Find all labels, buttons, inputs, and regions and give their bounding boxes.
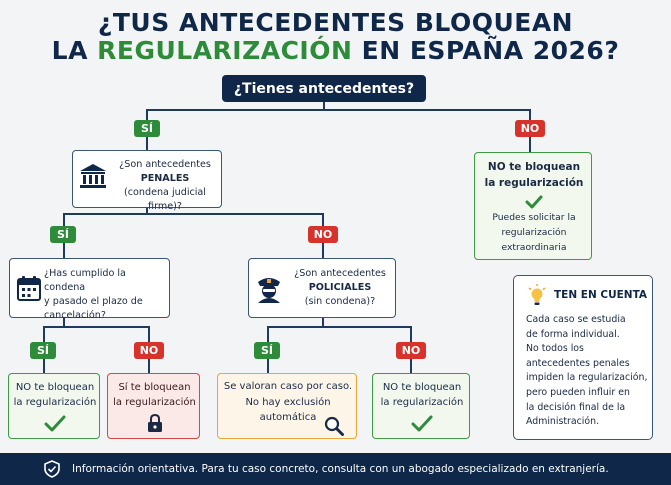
connector xyxy=(43,326,150,328)
policiales-line-1: ¿Son antecedentes xyxy=(294,268,386,279)
policiales-question-text xyxy=(287,267,393,309)
check-icon xyxy=(411,415,433,436)
condena-line-2: y pasado el plazo de xyxy=(44,296,143,307)
outcome-no-cumplida-text xyxy=(108,380,201,410)
title-line-2-pre: LA xyxy=(51,36,98,65)
courthouse-icon xyxy=(79,163,107,193)
policiales-question-box xyxy=(248,258,396,318)
police-officer-icon xyxy=(255,273,283,307)
outcome-detail xyxy=(475,210,593,255)
lightbulb-icon xyxy=(528,284,546,310)
yes-badge: SÍ xyxy=(254,342,280,359)
penales-question-text xyxy=(109,158,221,214)
no-badge: NO xyxy=(308,226,338,243)
condena-line-1: ¿Has cumplido la condena xyxy=(44,268,126,293)
outcome-no-cumplida-line-1: Sí te bloquean xyxy=(118,382,191,393)
outcome-valoracion-line-2: No hay exclusión xyxy=(245,396,331,408)
condena-question-box xyxy=(9,258,170,321)
page-title xyxy=(0,9,671,65)
outcome-valoracion-line-3: automática xyxy=(259,412,317,423)
outcome-detail-line-3: extraordinaria xyxy=(501,242,567,253)
outcome-valoracion xyxy=(217,373,357,439)
penales-line-1: ¿Son antecedentes xyxy=(119,159,211,170)
tip-body-line: pero pueden influir en xyxy=(526,386,630,398)
outcome-policiales-no-text xyxy=(373,380,471,410)
outcome-no-cumplida xyxy=(107,373,200,439)
footer-banner xyxy=(0,453,671,485)
outcome-cumplida-text xyxy=(9,380,101,410)
tip-body-line: la decisión final de la xyxy=(526,401,626,413)
connector xyxy=(146,109,531,111)
policiales-line-3: (sin condena)? xyxy=(304,296,376,307)
title-line-2 xyxy=(0,37,671,65)
root-question: ¿Tienes antecedentes? xyxy=(222,75,426,102)
outcome-heading-line-2: la regularización xyxy=(484,177,584,189)
title-line-1: ¿TUS ANTECEDENTES BLOQUEAN xyxy=(97,8,574,37)
check-icon xyxy=(44,415,66,436)
outcome-detail-line-1: Puedes solicitar la xyxy=(492,212,576,223)
tip-body-line: de forma individual. xyxy=(526,328,620,340)
outcome-policiales-no xyxy=(372,373,470,439)
no-badge: NO xyxy=(515,120,545,137)
condena-question-text xyxy=(44,267,170,323)
outcome-valoracion-line-1: Se valoran caso por caso. xyxy=(223,381,353,392)
no-badge: NO xyxy=(396,342,426,359)
lock-icon xyxy=(147,414,163,437)
yes-badge: SÍ xyxy=(134,120,160,137)
title-line-2-post: EN ESPAÑA 2026? xyxy=(352,36,620,65)
title-highlight: REGULARIZACIÓN xyxy=(97,36,353,65)
outcome-policiales-no-line-2: la regularización xyxy=(380,397,464,408)
tip-body-line: No todos los xyxy=(526,343,584,355)
shield-icon xyxy=(44,460,60,478)
no-badge: NO xyxy=(134,342,164,359)
policiales-line-2: POLICIALES xyxy=(308,282,372,293)
connector xyxy=(267,326,412,328)
penales-question-box xyxy=(72,150,222,212)
outcome-cumplida-line-1: NO te bloquean xyxy=(15,382,95,393)
outcome-cumplida-line-2: la regularización xyxy=(13,397,97,408)
tip-body-line: impiden la regularización, xyxy=(526,372,648,384)
footer-text: Información orientativa. Para tu caso concreto, consulta con un abogado especializado en extranjería. xyxy=(72,463,609,475)
tip-body-line: Cada caso se estudia xyxy=(526,314,626,325)
outcome-no-cumplida-line-2: la regularización xyxy=(113,397,196,408)
yes-badge: SÍ xyxy=(30,342,56,359)
tip-body-line: antecedentes penales xyxy=(526,357,630,369)
magnifier-icon xyxy=(324,416,344,440)
no-antecedentes-outcome xyxy=(474,152,592,260)
condena-line-3: cancelación? xyxy=(44,310,106,321)
penales-line-2: PENALES xyxy=(140,173,190,184)
tip-body-line: Administración. xyxy=(526,416,600,428)
outcome-heading xyxy=(475,159,593,191)
tip-box xyxy=(513,275,653,440)
outcome-policiales-no-line-1: NO te bloquean xyxy=(382,382,462,393)
penales-line-3: (condena judicial firme)? xyxy=(124,187,206,212)
outcome-detail-line-2: regularización xyxy=(501,227,567,238)
tip-body xyxy=(526,313,652,430)
yes-badge: SÍ xyxy=(50,226,76,243)
calendar-icon xyxy=(17,275,41,305)
tip-heading: TEN EN CUENTA xyxy=(554,289,648,301)
outcome-cumplida xyxy=(8,373,100,439)
outcome-heading-line-1: NO te bloquean xyxy=(487,161,581,173)
